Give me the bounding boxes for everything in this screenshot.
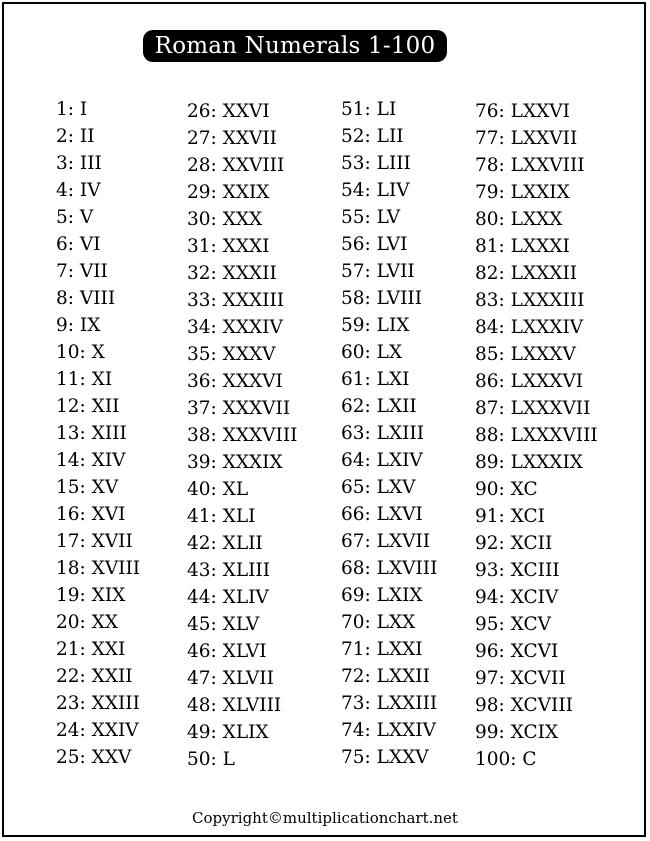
numeral-entry: 45: XLV — [187, 614, 260, 635]
numeral-entry: 86: LXXXVI — [475, 371, 584, 392]
page-title: Roman Numerals 1-100 — [143, 30, 448, 62]
numeral-entry: 57: LVII — [341, 261, 415, 282]
numeral-entry: 69: LXIX — [341, 585, 423, 606]
numeral-entry: 21: XXI — [56, 639, 126, 660]
numeral-entry: 11: XI — [56, 369, 113, 390]
numeral-entry: 76: LXXVI — [475, 101, 570, 122]
numeral-entry: 12: XII — [56, 396, 120, 417]
numeral-entry: 8: VIII — [56, 288, 116, 309]
numeral-entry: 72: LXXII — [341, 666, 430, 687]
numeral-entry: 83: LXXXIII — [475, 290, 585, 311]
numeral-column-2 — [187, 98, 297, 773]
numeral-entry: 60: LX — [341, 342, 403, 363]
numeral-entry: 40: XL — [187, 479, 249, 500]
numeral-entry: 22: XXII — [56, 666, 133, 687]
numeral-entry: 51: LI — [341, 99, 397, 120]
numeral-entry: 80: LXXX — [475, 209, 563, 230]
numeral-entry: 54: LIV — [341, 180, 410, 201]
numeral-entry: 49: XLIX — [187, 722, 269, 743]
numeral-entry: 25: XXV — [56, 747, 132, 768]
numeral-entry: 4: IV — [56, 180, 101, 201]
numeral-column-3 — [341, 96, 437, 771]
numeral-entry: 91: XCI — [475, 506, 545, 527]
numeral-entry: 27: XXVII — [187, 128, 277, 149]
copyright-text: Copyright©multiplicationchart.net — [192, 809, 458, 827]
numeral-entry: 77: LXXVII — [475, 128, 578, 149]
numeral-entry: 19: XIX — [56, 585, 126, 606]
numeral-entry: 39: XXXIX — [187, 452, 283, 473]
numeral-entry: 6: VI — [56, 234, 101, 255]
numeral-entry: 97: XCVII — [475, 668, 566, 689]
numeral-entry: 43: XLIII — [187, 560, 271, 581]
numeral-entry: 41: XLI — [187, 506, 256, 527]
numeral-entry: 73: LXXIII — [341, 693, 438, 714]
numeral-entry: 36: XXXVI — [187, 371, 283, 392]
numeral-entry: 92: XCII — [475, 533, 553, 554]
numeral-entry: 33: XXXIII — [187, 290, 285, 311]
numeral-entry: 50: L — [187, 749, 235, 770]
numeral-entry: 29: XXIX — [187, 182, 270, 203]
numeral-entry: 84: LXXXIV — [475, 317, 584, 338]
numeral-entry: 64: LXIV — [341, 450, 423, 471]
numeral-entry: 2: II — [56, 126, 95, 147]
numeral-entry: 79: LXXIX — [475, 182, 570, 203]
numeral-entry: 100: C — [475, 749, 537, 770]
numeral-entry: 81: LXXXI — [475, 236, 570, 257]
numeral-entry: 28: XXVIII — [187, 155, 285, 176]
numeral-entry: 78: LXXVIII — [475, 155, 585, 176]
numeral-entry: 95: XCV — [475, 614, 552, 635]
numeral-entry: 7: VII — [56, 261, 108, 282]
numeral-entry: 47: XLVII — [187, 668, 274, 689]
numeral-entry: 88: LXXXVIII — [475, 425, 598, 446]
numeral-column-4 — [475, 98, 598, 773]
numeral-entry: 99: XCIX — [475, 722, 559, 743]
numeral-entry: 58: LVIII — [341, 288, 423, 309]
numeral-entry: 24: XXIV — [56, 720, 139, 741]
numeral-entry: 66: LXVI — [341, 504, 423, 525]
numeral-entry: 55: LV — [341, 207, 401, 228]
numeral-entry: 63: LXIII — [341, 423, 425, 444]
numeral-entry: 3: III — [56, 153, 102, 174]
numeral-entry: 1: I — [56, 99, 88, 120]
numeral-entry: 20: XX — [56, 612, 118, 633]
numeral-entry: 35: XXXV — [187, 344, 276, 365]
numeral-column-1 — [56, 96, 140, 771]
numeral-entry: 16: XVI — [56, 504, 126, 525]
numeral-entry: 56: LVI — [341, 234, 408, 255]
numeral-entry: 32: XXXII — [187, 263, 277, 284]
numeral-entry: 5: V — [56, 207, 94, 228]
numeral-entry: 61: LXI — [341, 369, 410, 390]
numeral-entry: 34: XXXIV — [187, 317, 283, 338]
numeral-entry: 68: LXVIII — [341, 558, 438, 579]
numeral-entry: 30: XXX — [187, 209, 263, 230]
numeral-entry: 90: XC — [475, 479, 538, 500]
numeral-entry: 9: IX — [56, 315, 101, 336]
numeral-entry: 23: XXIII — [56, 693, 140, 714]
numeral-entry: 65: LXV — [341, 477, 416, 498]
numeral-entry: 71: LXXI — [341, 639, 423, 660]
numeral-entry: 70: LXX — [341, 612, 416, 633]
numeral-entry: 44: XLIV — [187, 587, 269, 608]
numeral-entry: 87: LXXXVII — [475, 398, 591, 419]
numeral-entry: 82: LXXXII — [475, 263, 578, 284]
numeral-entry: 17: XVII — [56, 531, 133, 552]
numeral-entry: 67: LXVII — [341, 531, 431, 552]
numeral-entry: 98: XCVIII — [475, 695, 573, 716]
numeral-entry: 75: LXXV — [341, 747, 429, 768]
numeral-entry: 85: LXXXV — [475, 344, 576, 365]
numeral-entry: 89: LXXXIX — [475, 452, 583, 473]
numeral-entry: 10: X — [56, 342, 105, 363]
numeral-entry: 37: XXXVII — [187, 398, 291, 419]
numeral-entry: 59: LIX — [341, 315, 410, 336]
numeral-entry: 96: XCVI — [475, 641, 559, 662]
numeral-entry: 93: XCIII — [475, 560, 560, 581]
numeral-entry: 46: XLVI — [187, 641, 267, 662]
numeral-entry: 15: XV — [56, 477, 119, 498]
numeral-entry: 62: LXII — [341, 396, 417, 417]
numeral-entry: 94: XCIV — [475, 587, 559, 608]
numeral-entry: 26: XXVI — [187, 101, 270, 122]
numeral-entry: 74: LXXIV — [341, 720, 436, 741]
numeral-entry: 52: LII — [341, 126, 404, 147]
numeral-entry: 42: XLII — [187, 533, 263, 554]
numeral-entry: 14: XIV — [56, 450, 126, 471]
numeral-entry: 53: LIII — [341, 153, 411, 174]
title-container — [0, 30, 650, 62]
numeral-entry: 48: XLVIII — [187, 695, 282, 716]
numeral-entry: 31: XXXI — [187, 236, 270, 257]
numeral-entry: 13: XIII — [56, 423, 127, 444]
numeral-entry: 18: XVIII — [56, 558, 141, 579]
numeral-entry: 38: XXXVIII — [187, 425, 298, 446]
